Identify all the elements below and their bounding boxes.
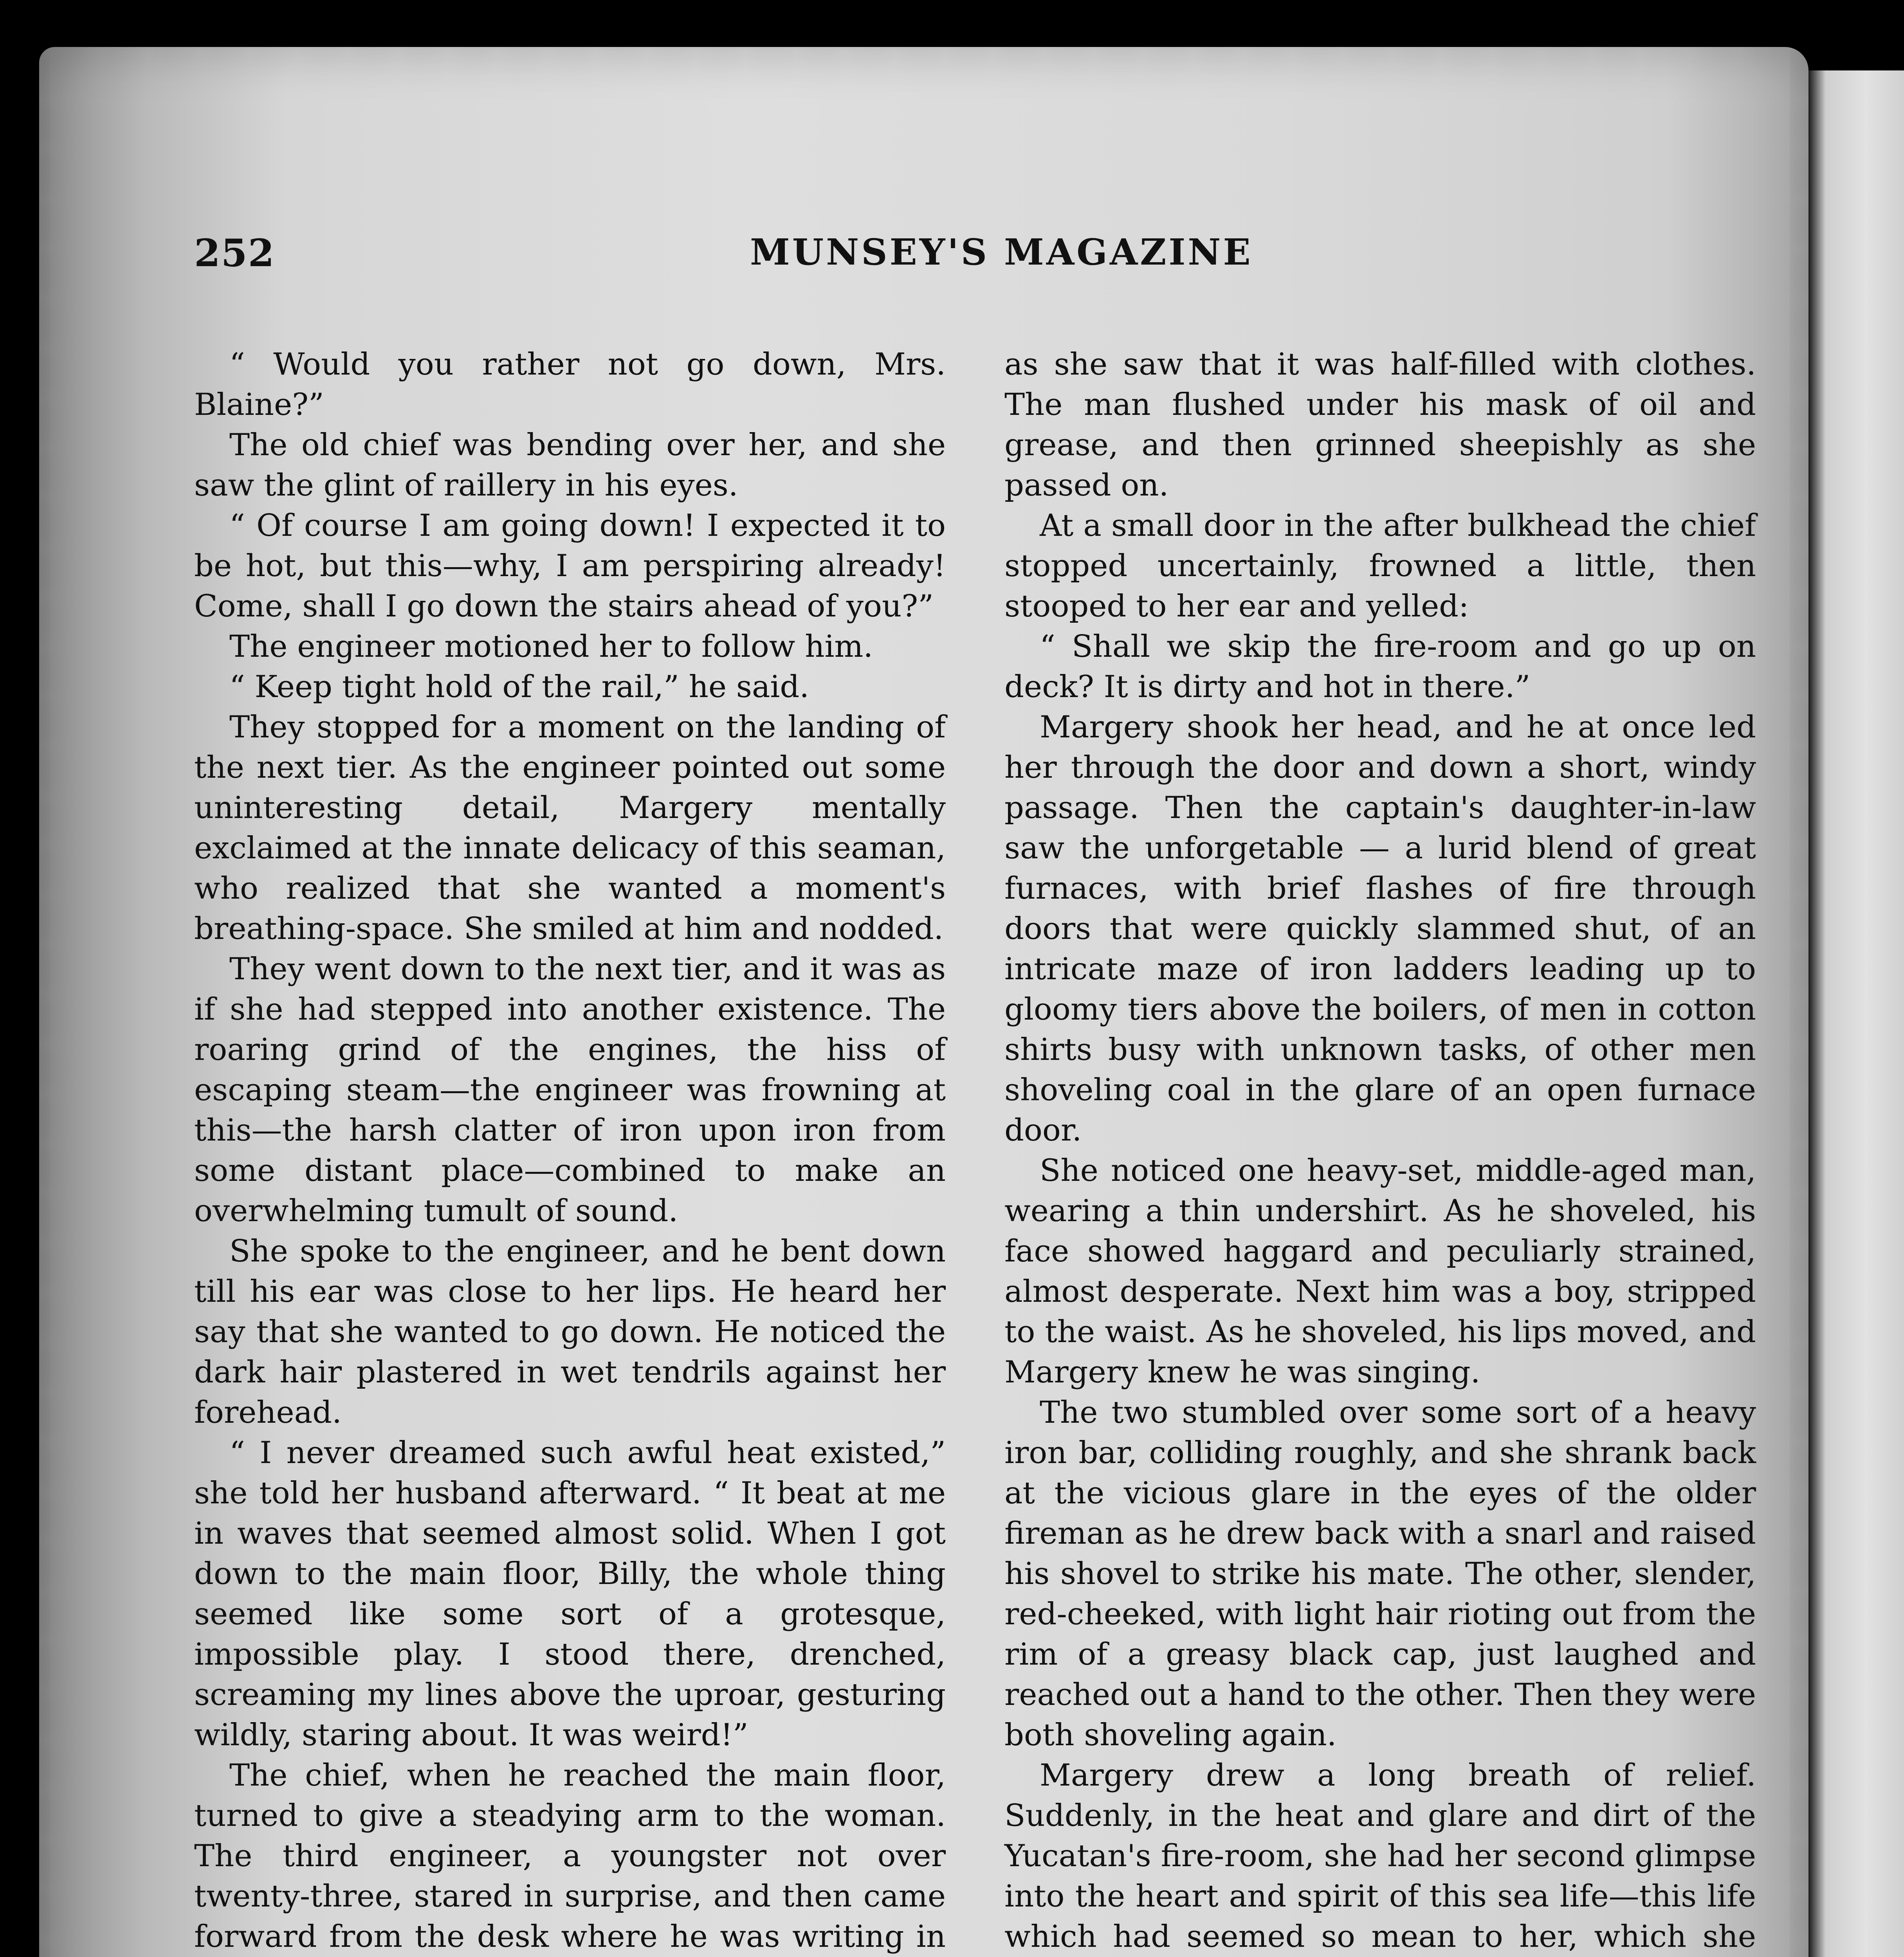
paragraph: They stopped for a moment on the landing of the next tier. As the engineer pointed out some uninteresting detail, Margery mentally exclaimed at the innate delicacy of this seaman, who realized that she wanted a moment's breathing-space. She smiled at him and nodded. xyxy=(194,710,946,946)
paragraph: At a small door in the after bulkhead the chief stopped uncertainly, frowned a little, then stooped to her ear and yelled: xyxy=(1004,508,1756,624)
paragraph: Margery drew a long breath of relief. Suddenly, in the heat and glare and dirt of the Yucatan's fire-room, she had her second glimpse into the heart and spirit of this sea life—this life which had seemed so mean to her, which she xyxy=(1004,1758,1756,1954)
paragraph: The two stumbled over some sort of a heavy iron bar, colliding roughly, and she shrank back at the vicious glare in the eyes of the older fireman as he drew back with a snarl and raised his shovel to strike his mate. The other, slender, red-cheeked, with light hair rioting out from the rim of a greasy black cap, just laughed and reached out a hand to the other. Then they were both shoveling again. xyxy=(1004,1395,1756,1753)
paragraph: “ Shall we skip the fire-room and go up on deck? It is dirty and hot in there.” xyxy=(1004,629,1756,705)
paragraph: “ Of course I am going down! I expected it to be hot, but this—why, I am perspiring already! Come, shall I go down the stairs ahead of you?” xyxy=(194,508,946,624)
facing-page-edge xyxy=(1808,70,1904,1957)
paragraph: “ I never dreamed such awful heat existed,” she told her husband afterward. “ It beat at me in waves that seemed almost solid. When I got down to the main floor, Billy, the whole thing seemed like some sort of a grotesque, impossible play. I stood there, drenched, screaming my lines above the uproar, gesturing wildly, staring about. It was weird!” xyxy=(194,1435,946,1753)
paragraph: She spoke to the engineer, and he bent down till his ear was close to her lips. He heard her say that she wanted to go down. He noticed the dark hair plastered in wet tendrils against her forehead. xyxy=(194,1234,946,1430)
paragraph: The old chief was bending over her, and she saw the glint of raillery in his eyes. xyxy=(194,427,946,503)
left-column xyxy=(194,344,946,1957)
paragraph: The chief, when he reached the main floor, turned to give a steadying arm to the woman. The third engineer, a youngster not over twenty-three, stared in surprise, and then came forward from the desk where he was writing in xyxy=(194,1758,946,1954)
right-column xyxy=(1004,344,1756,1957)
page-header xyxy=(194,231,1756,286)
paragraph: “ Keep tight hold of the rail,” he said. xyxy=(229,669,810,705)
page-number: 252 xyxy=(194,231,275,275)
paragraph-continuation: as she saw that it was half-filled with clothes. The man flushed under his mask of oil and grease, and then grinned sheepishly as she passed on. xyxy=(1004,347,1756,503)
paragraph: They went down to the next tier, and it was as if she had stepped into another existence. The roaring grind of the engines, the hiss of escaping steam—the engineer was frowning at this—the harsh clatter of iron upon iron from some distant place—combined to make an overwhelming tumult of sound. xyxy=(194,951,946,1229)
text-columns xyxy=(194,344,1756,1957)
paragraph: She noticed one heavy-set, middle-aged man, wearing a thin undershirt. As he shoveled, his face showed haggard and peculiarly strained, almost desperate. Next him was a boy, stripped to the waist. As he shoveled, his lips moved, and Margery knew he was singing. xyxy=(1004,1153,1756,1390)
scanned-page xyxy=(39,47,1808,1957)
paragraph: Margery shook her head, and he at once led her through the door and down a short, windy passage. Then the captain's daughter-in-law saw the unforgetable — a lurid blend of great furnaces, with brief flashes of fire through doors that were quickly slammed shut, of an intricate maze of iron ladders leading up to gloomy tiers above the boilers, of men in cotton shirts busy with unknown tasks, of other men shoveling coal in the glare of an open furnace door. xyxy=(1004,710,1756,1148)
paragraph: “ Would you rather not go down, Mrs. Blaine?” xyxy=(194,347,946,422)
paragraph: The engineer motioned her to follow him. xyxy=(229,629,873,664)
running-head: MUNSEY'S MAGAZINE xyxy=(750,231,1253,273)
